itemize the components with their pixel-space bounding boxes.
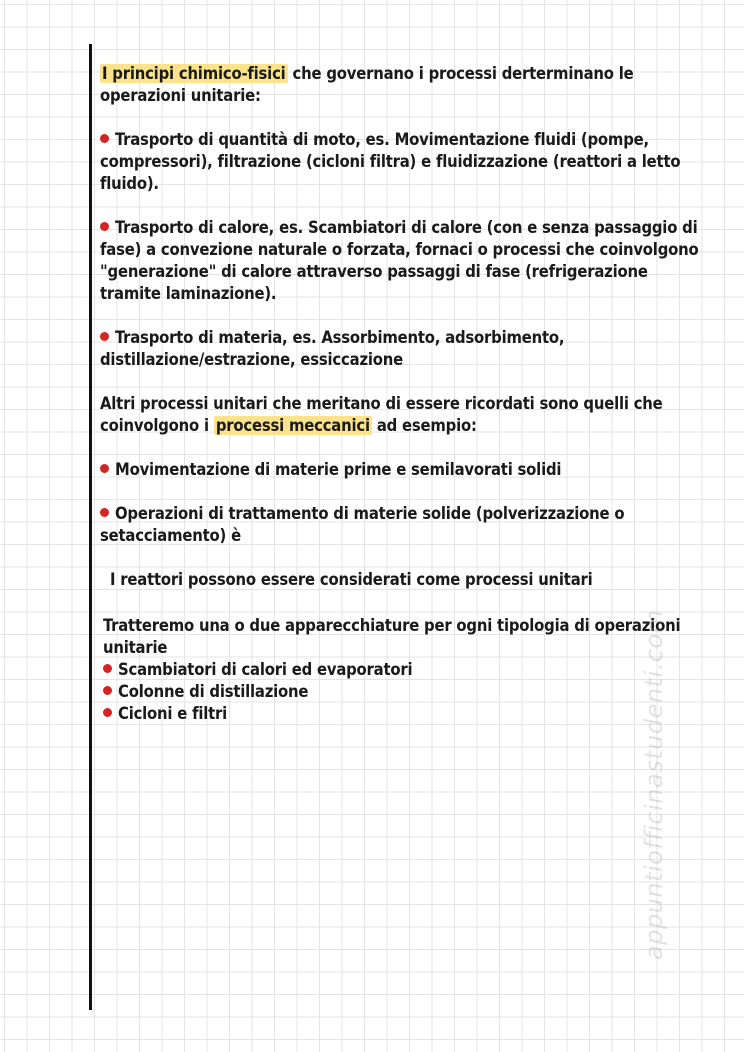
bullet-text: Trasporto di quantità di moto, es. Movimentazione fluidi (pompe, compressori), filtrazione (cicloni filtra) e fluidizzazione (reattori a letto fluido).: [100, 130, 681, 193]
bullet-momentum: [100, 129, 712, 195]
bullet-dot-icon: [100, 508, 109, 517]
list-item: [103, 659, 712, 681]
mechanical-paragraph: [100, 393, 712, 437]
list-item: [103, 703, 712, 725]
bullet-text: Trasporto di calore, es. Scambiatori di calore (con e senza passaggio di fase) a convezione naturale o forzata, fornaci o processi che coinvolgono "generazione" di calore attraverso passaggi di fase (refrigerazione tramite laminazione).: [100, 218, 699, 303]
list-item: [103, 681, 712, 703]
bullet-handling: [100, 459, 712, 481]
bullet-dot-icon: [103, 686, 112, 695]
bullet-dot-icon: [103, 664, 112, 673]
mechanical-text-before: Altri processi unitari che meritano di essere ricordati sono quelli che coinvolgono i: [100, 394, 663, 435]
list-item-text: Cicloni e filtri: [118, 704, 228, 723]
equipment-list: [100, 659, 712, 725]
note-content: [100, 63, 712, 725]
bullet-dot-icon: [103, 708, 112, 717]
bullet-mass: [100, 327, 712, 371]
bullet-dot-icon: [100, 464, 109, 473]
mechanical-text-after: ad esempio:: [371, 416, 477, 435]
bullet-text: Trasporto di materia, es. Assorbimento, adsorbimento, distillazione/estrazione, essiccazione: [100, 328, 565, 369]
list-item-text: Scambiatori di calori ed evaporatori: [118, 660, 413, 679]
intro-text: che governano i processi derterminano le operazioni unitarie:: [100, 64, 634, 105]
bullet-text: Movimentazione di materie prime e semilavorati solidi: [115, 460, 562, 479]
watermark: appuntiofficinastudenti.com: [640, 609, 668, 960]
intro-paragraph: [100, 63, 712, 107]
bullet-dot-icon: [100, 332, 109, 341]
bullet-dot-icon: [100, 134, 109, 143]
bullet-text: Operazioni di trattamento di materie solide (polverizzazione o setacciamento) è: [100, 504, 625, 545]
bullet-heat: [100, 217, 712, 305]
reactors-note: I reattori possono essere considerati come processi unitari: [110, 570, 593, 589]
bullet-solid-treatment: [100, 503, 712, 547]
notebook-margin-line: [89, 44, 92, 1010]
equipment-intro: Tratteremo una o due apparecchiature per ogni tipologia di operazioni unitarie: [103, 616, 681, 657]
list-item-text: Colonne di distillazione: [118, 682, 309, 701]
bullet-dot-icon: [100, 222, 109, 231]
mechanical-highlight: processi meccanici: [215, 416, 370, 435]
intro-highlight: I principi chimico-fisici: [102, 64, 286, 83]
